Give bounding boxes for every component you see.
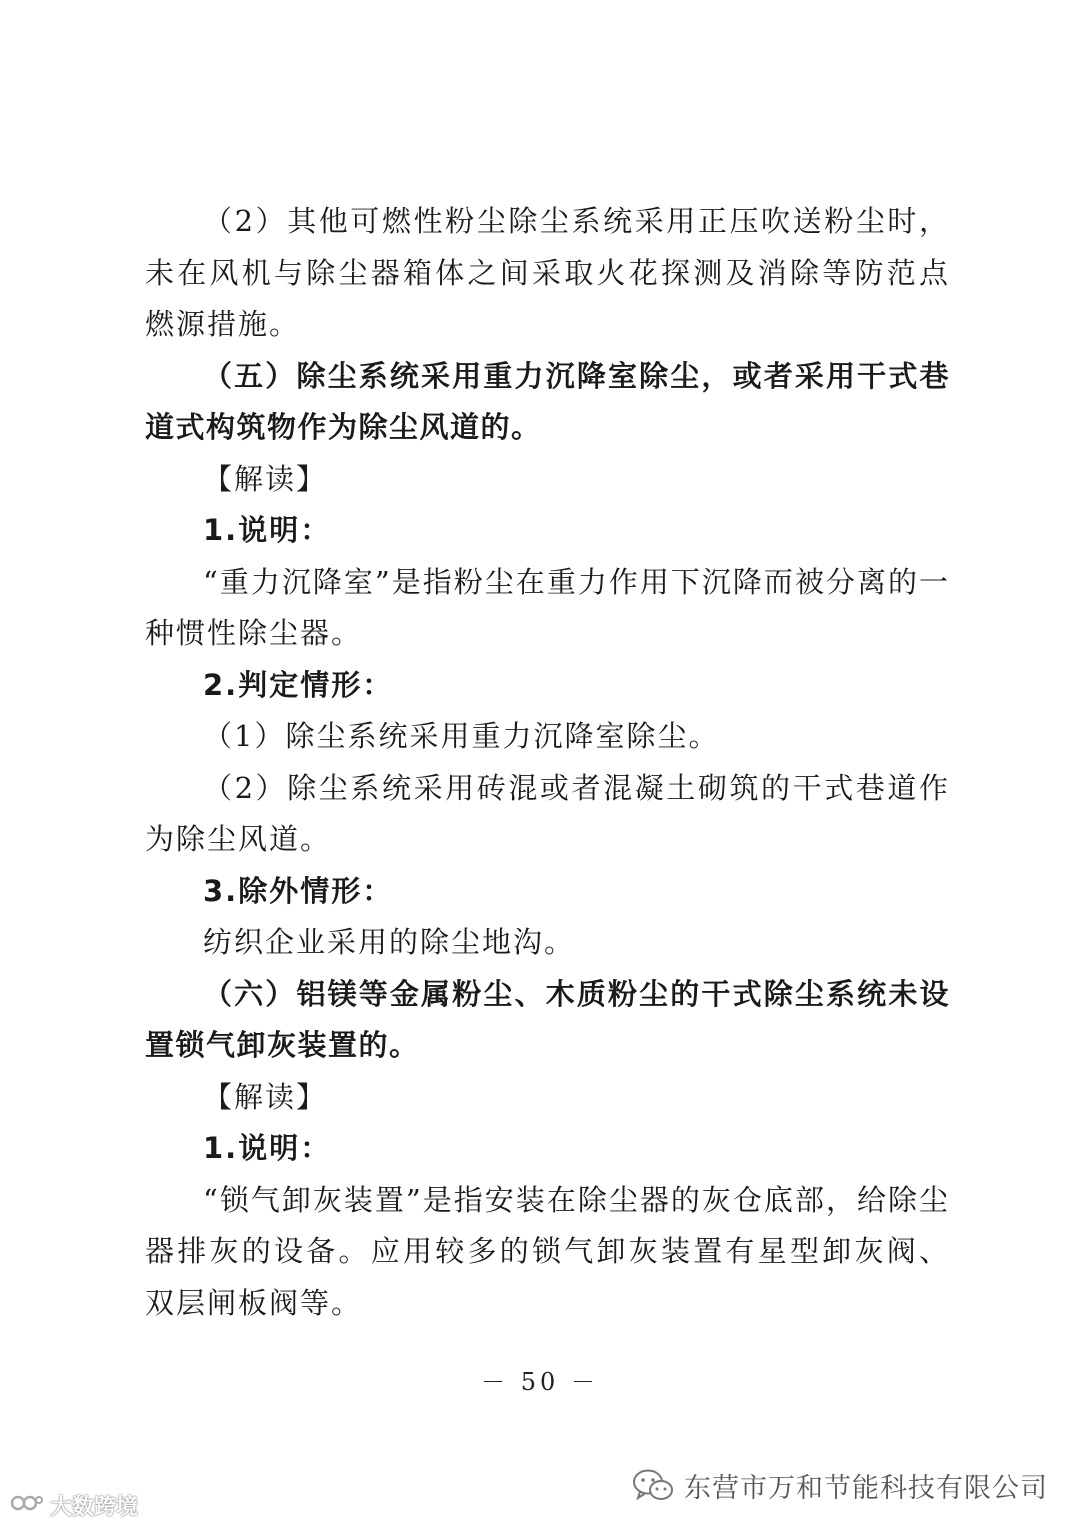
watermark-left [10,1490,138,1521]
wechat-icon [632,1468,674,1504]
watermark-brand-name: 大数跨境 [50,1495,139,1520]
explanation-heading: 1.说明： [203,513,332,547]
exception-text: 纺织企业采用的除尘地沟。 [203,925,576,959]
paragraph-1: （2）其他可燃性粉尘除尘系统采用正压吹送粉尘时，未在风机与除尘器箱体之间采取火花探测及消除等防范点燃源措施。 [145,204,950,341]
interpretation-label: 【解读】 [203,461,328,496]
explanation-text-2: “锁气卸灰装置”是指安装在除尘器的灰仓底部，给除尘器排灰的设备。应用较多的锁气卸灰装置有星型卸灰阀、双层闸板阀等。 [145,1182,950,1320]
criteria-item-1: （1）除尘系统采用重力沉降室除尘。 [203,719,720,753]
criteria-item-2: （2）除尘系统采用砖混或者混凝土砌筑的干式巷道作为除尘风道。 [145,770,950,856]
page-number: － 50 － [481,1368,599,1396]
explanation-heading-2: 1.说明： [203,1131,332,1165]
section-six-title: （六）铝镁等金属粉尘、木质粉尘的干式除尘系统未设置锁气卸灰装置的。 [145,976,950,1062]
body-text [145,196,950,1329]
exception-heading: 3.除外情形： [203,873,394,908]
explanation-text: “重力沉降室”是指粉尘在重力作用下沉降而被分离的一种惯性除尘器。 [145,564,950,650]
watermark-company-name: 东营市万和节能科技有限公司 [684,1473,1048,1504]
section-five-title: （五）除尘系统采用重力沉降室除尘，或者采用干式巷道式构筑物作为除尘风道的。 [145,358,950,444]
watermark-right [632,1466,1048,1505]
logo-icon [10,1491,44,1521]
criteria-heading: 2.判定情形： [203,667,394,702]
interpretation-label-2: 【解读】 [203,1079,328,1114]
